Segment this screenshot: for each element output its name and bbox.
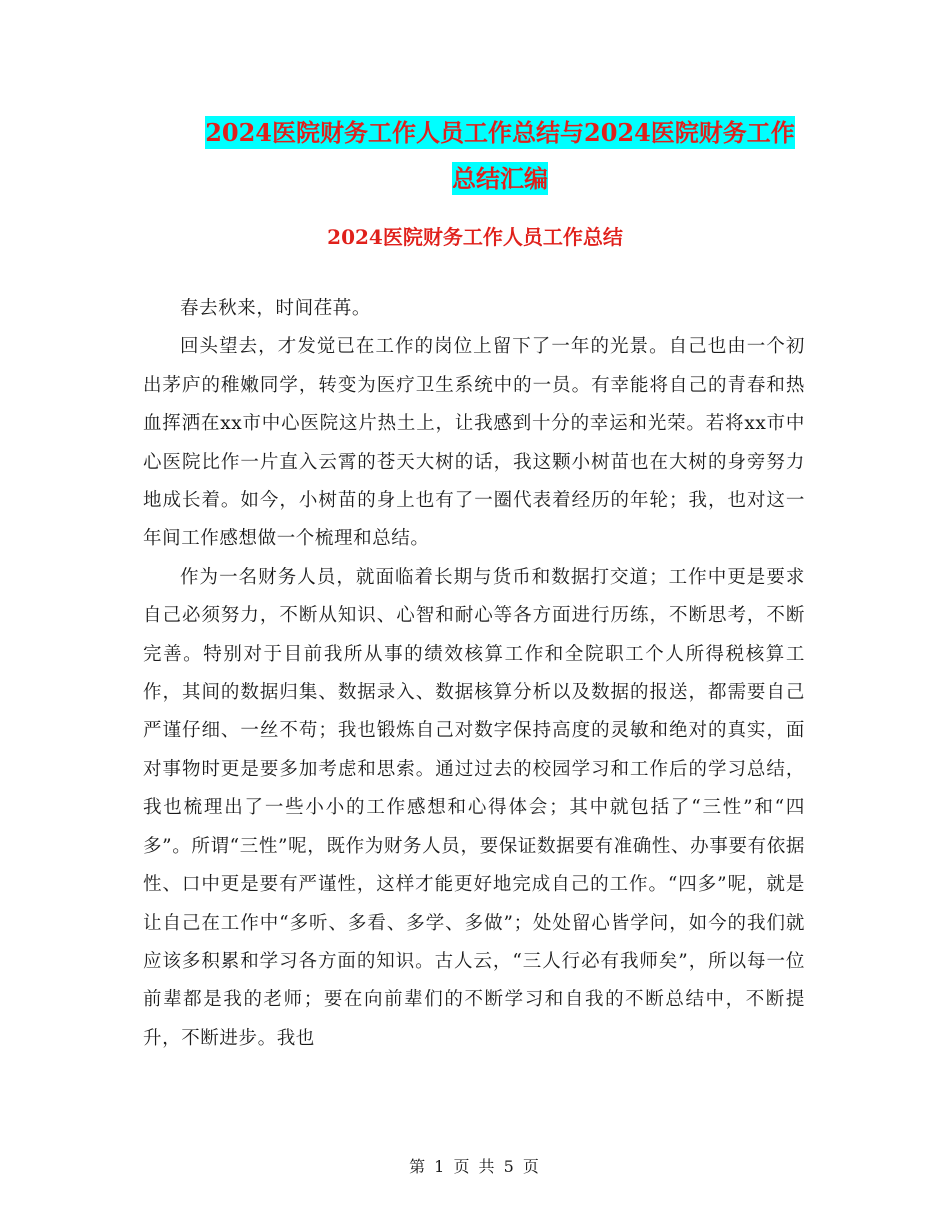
paragraph-3: 作为一名财务人员，就面临着长期与货币和数据打交道；工作中更是要求自己必须努力，不断从知识、心智和耐心等各方面进行历练，不断思考，不断完善。特别对于目前我所从事的绩效核算工作和全院职工个人所得税核算工作，其间的数据归集、数据录入、数据核算分析以及数据的报送，都需要自己严谨仔细、一丝不苟；我也锻炼自己对数字保持高度的灵敏和绝对的真实，面对事物时更是要多加考虑和思索。通过过去的校园学习和工作后的学习总结，我也梳理出了一些小小的工作感想和心得体会；其中就包括了“三性”和“四多”。所谓“三性”呢，既作为财务人员，要保证数据要有准确性、办事要有依据性、口中更是要有严谨性，这样才能更好地完成自己的工作。“四多”呢，就是让自己在工作中“多听、多看、多学、多做”；处处留心皆学问，如今的我们就应该多积累和学习各方面的知识。古人云，“三人行必有我师矣”，所以每一位前辈都是我的老师；要在向前辈们的不断学习和自我的不断总结中，不断提升，不断进步。我也 bbox=[143, 566, 805, 1049]
page-footer: 第 1 页 共 5 页 bbox=[409, 1157, 541, 1176]
document-body bbox=[143, 290, 805, 1058]
document-title-line2: 总结汇编 bbox=[452, 164, 548, 193]
paragraph-2: 回头望去，才发觉已在工作的岗位上留下了一年的光景。自己也由一个初出茅庐的稚嫩同学，转变为医疗卫生系统中的一员。有幸能将自己的青春和热血挥洒在xx市中心医院这片热土上，让我感到十分的幸运和光荣。若将xx市中心医院比作一片直入云霄的苍天大树的话，我这颗小树苗也在大树的身旁努力地成长着。如今，小树苗的身上也有了一圈代表着经历的年轮；我，也对这一年间工作感想做一个梳理和总结。 bbox=[143, 336, 805, 550]
document-title bbox=[150, 110, 850, 202]
document-title-line1: 2024医院财务工作人员工作总结与2024医院财务工作 bbox=[205, 118, 795, 147]
paragraph-1: 春去秋来，时间荏苒。 bbox=[180, 298, 372, 319]
section-title: 2024医院财务工作人员工作总结 bbox=[327, 225, 623, 249]
